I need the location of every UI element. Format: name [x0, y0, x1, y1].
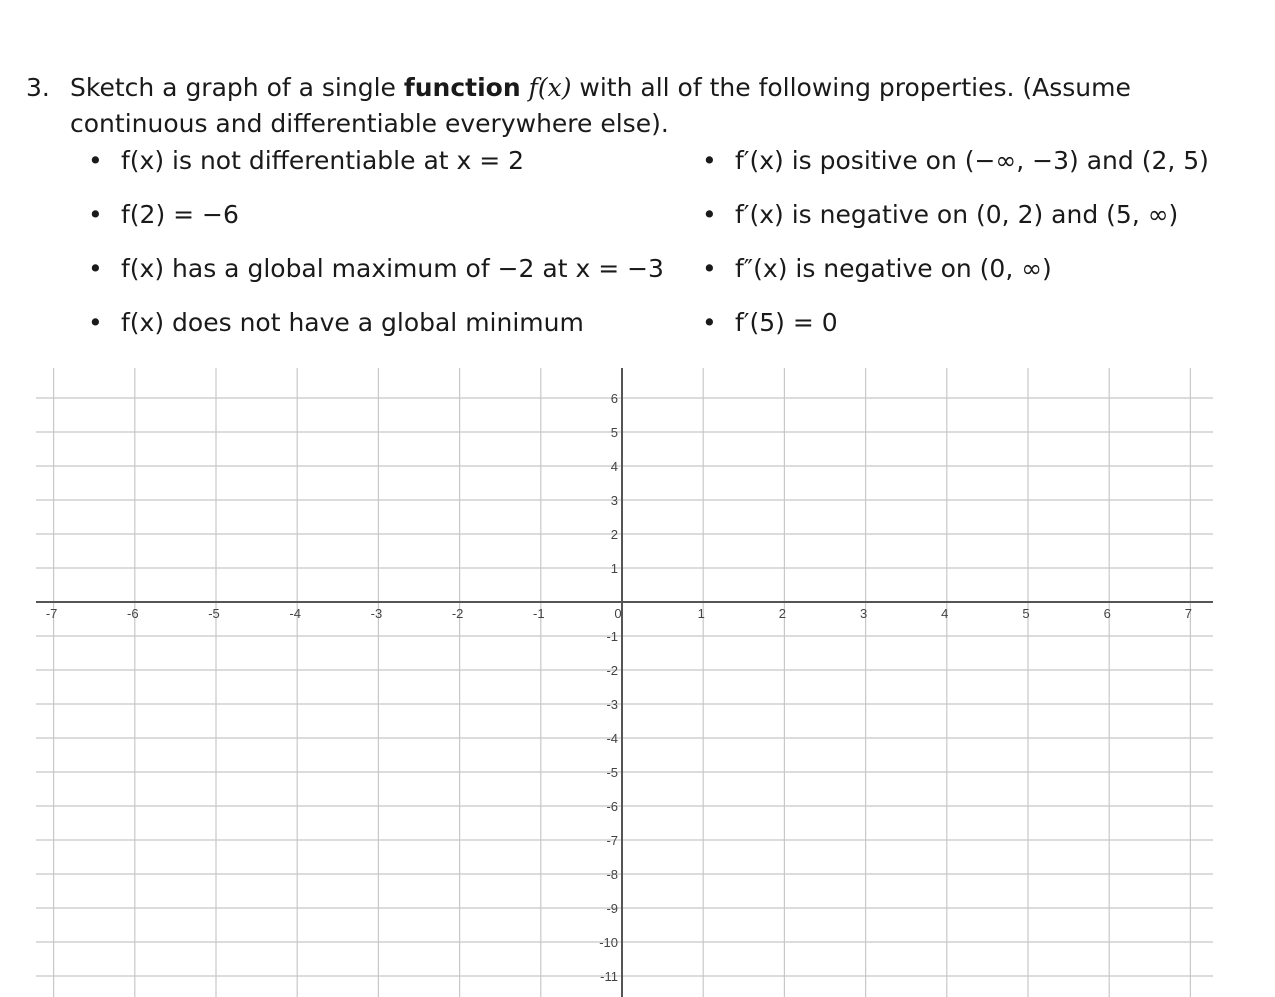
- property-text: f(x) does not have a global minimum: [121, 308, 584, 337]
- x-tick-label: -1: [533, 606, 545, 621]
- x-tick-label: 6: [1103, 606, 1111, 621]
- y-tick-label: -11: [600, 969, 618, 984]
- x-tick-label: 7: [1184, 606, 1193, 621]
- y-tick-label: 4: [610, 459, 618, 474]
- y-tick-label: -2: [606, 663, 618, 678]
- y-tick-label: -3: [606, 697, 618, 712]
- x-tick-label: 3: [859, 606, 868, 621]
- y-tick-label: 2: [610, 527, 618, 542]
- x-tick-label: -4: [289, 606, 301, 621]
- bullet-dot: •: [88, 146, 103, 175]
- x-tick-label: -6: [127, 606, 139, 621]
- intro-bold: function: [403, 73, 521, 102]
- property-text: f(x) is not differentiable at x = 2: [121, 146, 525, 175]
- bullet-dot: •: [88, 308, 103, 337]
- intro-before: Sketch a graph of a single: [70, 73, 404, 102]
- y-tick-label: -8: [606, 867, 618, 882]
- y-tick-label: 1: [610, 561, 618, 576]
- y-tick-label: -7: [606, 833, 618, 848]
- x-tick-label: -5: [208, 606, 220, 621]
- bullet-dot: •: [702, 200, 717, 229]
- x-tick-label: -3: [370, 606, 383, 621]
- intro-line2: continuous and differentiable everywhere else).: [70, 109, 669, 138]
- y-tick-label: -4: [606, 731, 618, 746]
- property-text: f′(x) is positive on (−∞, −3) and (2, 5): [735, 146, 1209, 175]
- x-tick-label: 4: [941, 606, 949, 621]
- x-tick-label: -2: [451, 606, 464, 621]
- property-text: f′(x) is negative on (0, 2) and (5, ∞): [735, 200, 1179, 229]
- y-tick-label: 6: [610, 391, 618, 406]
- coordinate-grid: [0, 368, 1275, 997]
- x-tick-label: 2: [778, 606, 787, 621]
- x-tick-label: 1: [697, 606, 705, 621]
- y-tick-label: -6: [606, 799, 618, 814]
- property-text: f″(x) is negative on (0, ∞): [735, 254, 1052, 283]
- question-text: [70, 70, 1220, 142]
- bullet-dot: •: [88, 200, 103, 229]
- y-tick-label: -9: [606, 901, 618, 916]
- question-number: 3.: [26, 73, 50, 102]
- intro-after: with all of the following properties. (Assume: [571, 73, 1131, 102]
- bullet-dot: •: [702, 254, 717, 283]
- intro-math: f(x): [528, 73, 572, 102]
- y-tick-label: -10: [599, 935, 618, 950]
- bullet-dot: •: [702, 308, 717, 337]
- x-tick-label: 0: [614, 606, 622, 621]
- bullet-dot: •: [702, 146, 717, 175]
- x-tick-label: 5: [1022, 606, 1030, 621]
- property-text: f′(5) = 0: [735, 308, 838, 337]
- y-tick-label: 3: [610, 493, 618, 508]
- y-tick-label: -5: [606, 765, 618, 780]
- bullet-dot: •: [88, 254, 103, 283]
- y-tick-label: -1: [606, 629, 618, 644]
- y-tick-label: 5: [610, 425, 618, 440]
- x-tick-label: -7: [45, 606, 58, 621]
- property-text: f(2) = −6: [121, 200, 239, 229]
- property-text: f(x) has a global maximum of −2 at x = −3: [121, 254, 664, 283]
